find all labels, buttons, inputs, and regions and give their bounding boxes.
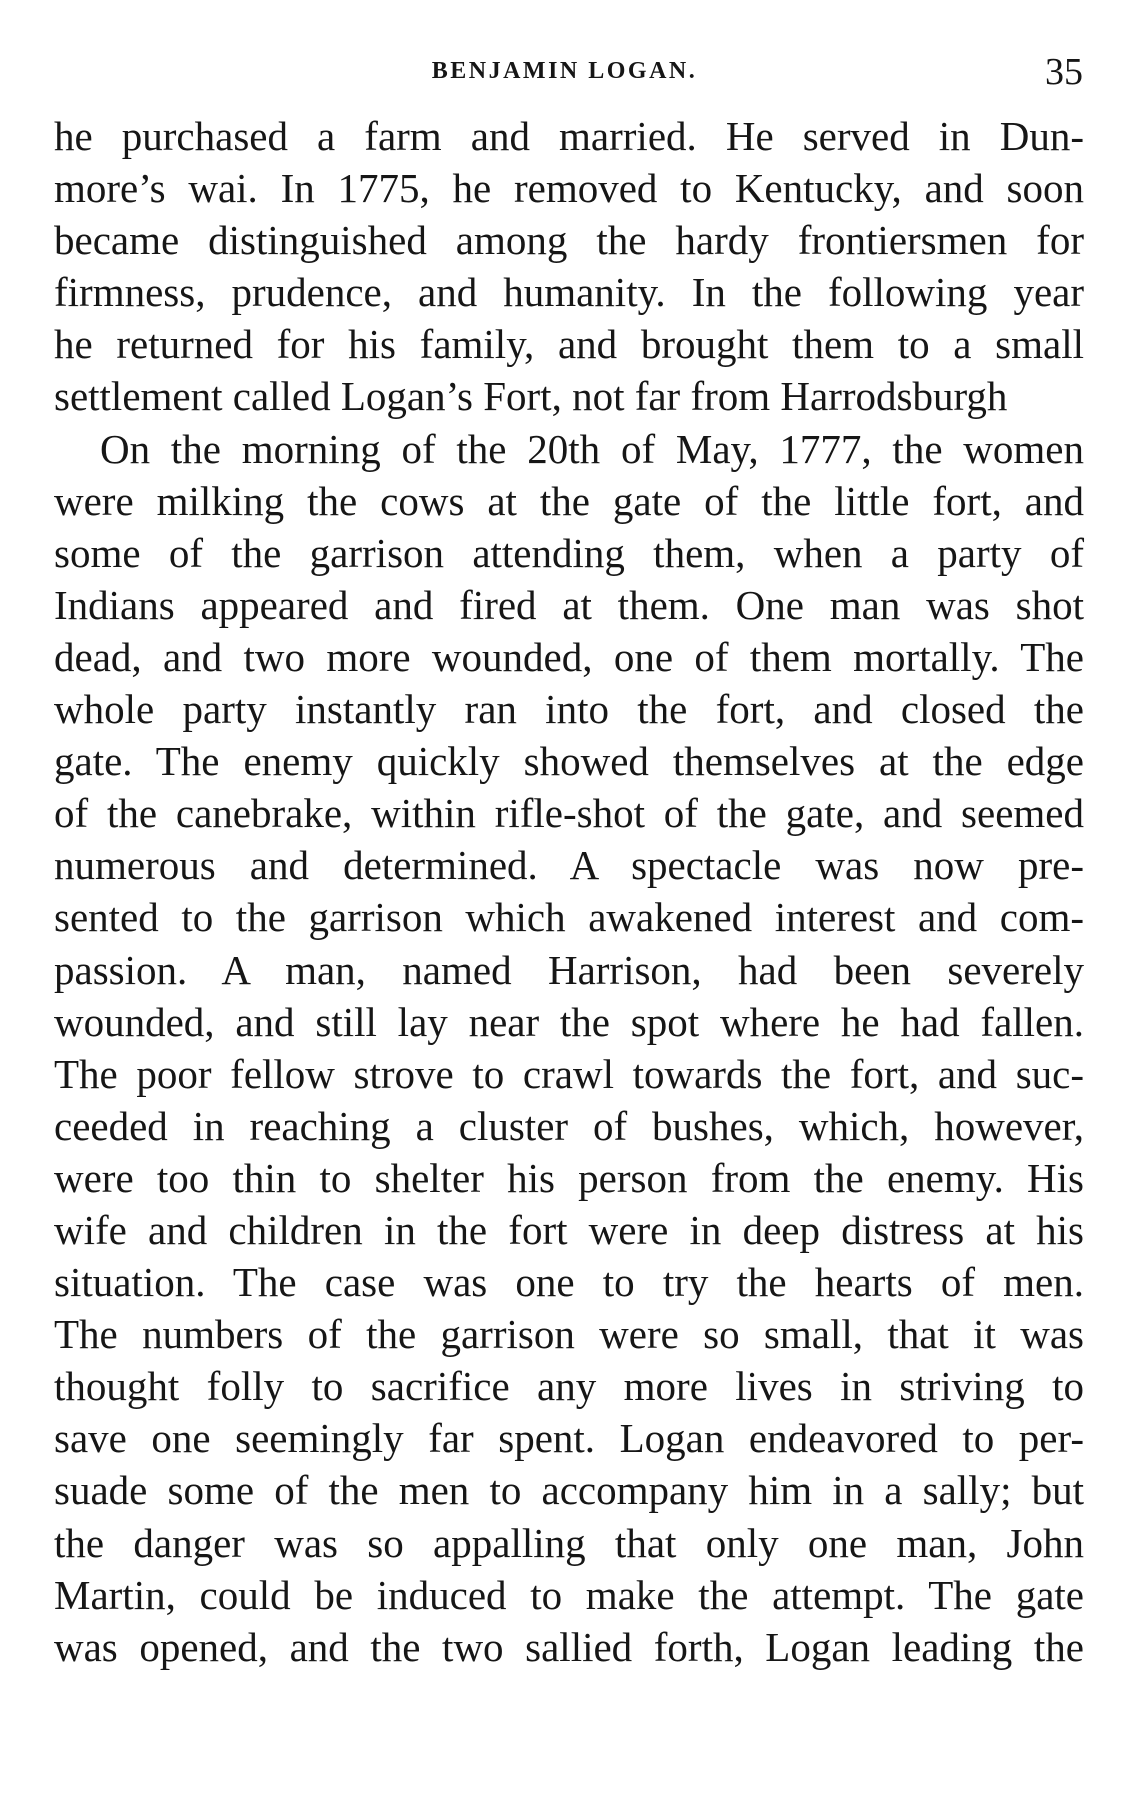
text-line: sented to the garrison which awakened interest and com-: [54, 894, 1084, 941]
text-line: he returned for his family, and brought them to a small: [54, 321, 1084, 368]
body-text: [54, 110, 1084, 1673]
text-line: were too thin to shelter his person from the enemy. His: [54, 1154, 1084, 1201]
text-line: ceeded in reaching a cluster of bushes, which, however,: [54, 1102, 1084, 1149]
text-line: Indians appeared and fired at them. One man was shot: [54, 581, 1084, 628]
running-head: [0, 48, 1129, 93]
text-line: gate. The enemy quickly showed themselves at the edge: [54, 738, 1084, 785]
text-line: wounded, and still lay near the spot where he had fallen.: [54, 998, 1084, 1045]
text-line: settlement called Logan’s Fort, not far from Harrodsburgh: [54, 373, 1008, 420]
text-line: numerous and determined. A spectacle was now pre-: [54, 842, 1084, 889]
text-line: situation. The case was one to try the hearts of men.: [54, 1259, 1084, 1306]
text-line: whole party instantly ran into the fort, and closed the: [54, 686, 1084, 733]
running-title: BENJAMIN LOGAN.: [431, 58, 698, 84]
text-line: he purchased a farm and married. He served in Dun-: [54, 113, 1084, 159]
text-line: were milking the cows at the gate of the little fort, and: [54, 477, 1084, 524]
text-line: became distinguished among the hardy frontiersmen for: [54, 217, 1084, 264]
text-line: Martin, could be induced to make the attempt. The gate: [54, 1571, 1084, 1618]
text-line: suade some of the men to accompany him in a sally; but: [54, 1467, 1084, 1514]
text-line: passion. A man, named Harrison, had been severely: [54, 946, 1084, 993]
text-line: the danger was so appalling that only one man, John: [54, 1519, 1084, 1566]
text-line: some of the garrison attending them, when a party of: [54, 529, 1084, 576]
text-line: firmness, prudence, and humanity. In the following year: [54, 269, 1084, 316]
page-number: 35: [1045, 51, 1083, 93]
text-line: The numbers of the garrison were so small, that it was: [54, 1311, 1084, 1358]
text-line: wife and children in the fort were in deep distress at his: [54, 1206, 1084, 1253]
text-line: On the morning of the 20th of May, 1777, the women: [100, 425, 1084, 472]
text-line: save one seemingly far spent. Logan endeavored to per-: [54, 1415, 1084, 1462]
text-line: thought folly to sacrifice any more lives in striving to: [54, 1363, 1084, 1410]
text-line: The poor fellow strove to crawl towards the fort, and suc-: [54, 1050, 1084, 1097]
text-line: of the canebrake, within rifle-shot of the gate, and seemed: [54, 790, 1084, 837]
text-line: was opened, and the two sallied forth, Logan leading the: [54, 1623, 1084, 1670]
text-line: more’s wai. In 1775, he removed to Kentucky, and soon: [54, 165, 1084, 212]
text-line: dead, and two more wounded, one of them mortally. The: [54, 633, 1084, 680]
